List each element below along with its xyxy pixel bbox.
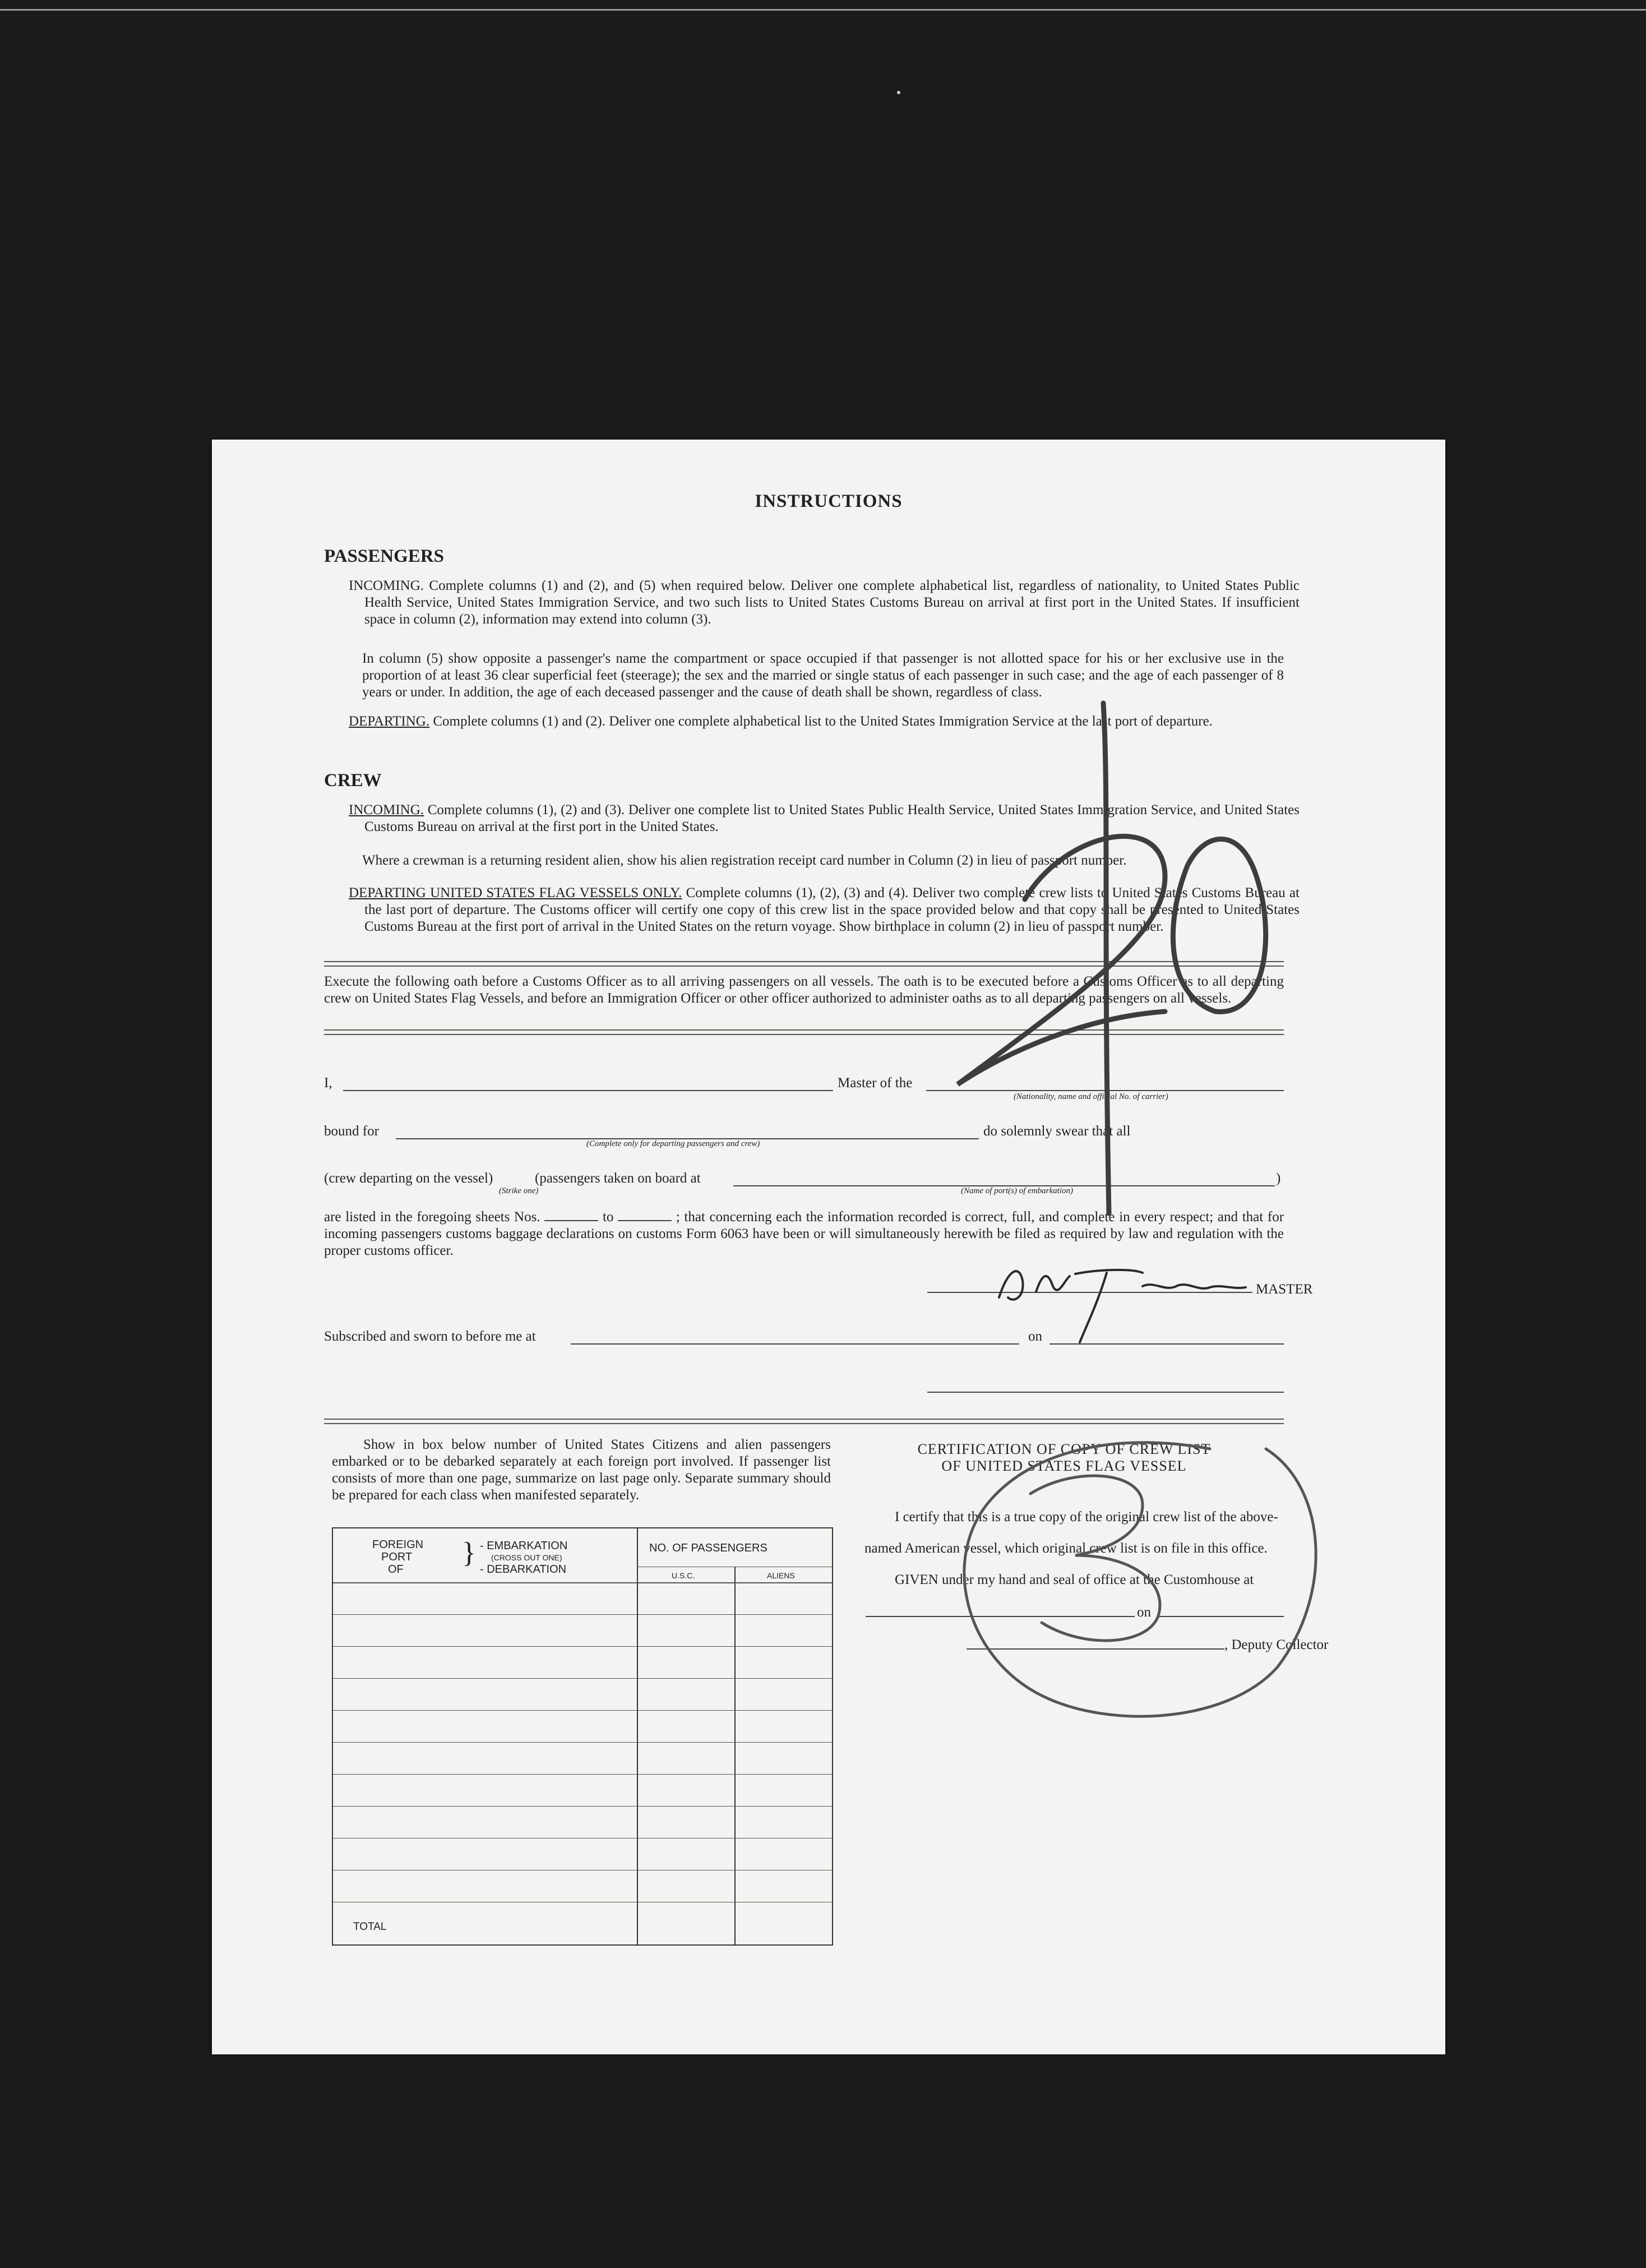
passengers-heading: PASSENGERS (324, 546, 444, 566)
passengers-departing (349, 713, 1300, 730)
strike-caption: (Strike one) (499, 1186, 539, 1195)
passengers-taken-option: (passengers taken on board at (535, 1171, 701, 1186)
summary-text: Show in box below number of United States Citizens and alien passengers embarked or to be debarked separately at each foreign port involved. If passenger list consists of more than one page, summarize on last page only. Separate summary should be prepared for each class when manifested separately. (332, 1437, 831, 1503)
crew-incoming-text: Complete columns (1), (2) and (3). Deliver one complete list to United States Public Health Service, United States Immigration Service, and United States Customs Bureau on arrival at the first port in the United States. (364, 802, 1300, 834)
divider (324, 1029, 1284, 1035)
crew-departing-option: (crew departing on the vessel) (324, 1171, 493, 1186)
sworn-date-field[interactable] (1049, 1343, 1284, 1345)
header-bottom-rule (333, 1582, 832, 1583)
table-row (333, 1678, 832, 1679)
usc-header: U.S.C. (672, 1571, 695, 1580)
column-divider (734, 1567, 736, 1944)
master-label: MASTER (1256, 1282, 1313, 1297)
cert-date-field[interactable] (1158, 1616, 1284, 1617)
crew-departing-lead: DEPARTING UNITED STATES FLAG VESSELS ONLY. (349, 885, 682, 900)
carrier-caption: (Nationality, name and official No. of carrier) (1014, 1092, 1168, 1101)
crew-departing (349, 885, 1300, 935)
table-row (333, 1646, 832, 1647)
scan-top-rule (0, 9, 1646, 11)
divider (324, 1419, 1284, 1424)
crew-incoming (349, 802, 1300, 835)
passengers-departing-lead: DEPARTING. (349, 714, 430, 729)
cross-out-caption: (CROSS OUT ONE) (491, 1553, 562, 1562)
master-name-field[interactable] (343, 1090, 833, 1091)
swear-label: do solemnly swear that all (983, 1124, 1131, 1139)
port-label: PORT (381, 1551, 413, 1563)
table-row (333, 1710, 832, 1711)
certification-heading-2: OF UNITED STATES FLAG VESSEL (941, 1458, 1187, 1474)
listed-suffix: ; that concerning each the information recorded is correct, full, and complete in every respect; and that for incoming passengers customs baggage declarations on customs Form 6063 have been or will simultaneously herewith be filed as required by law and regulation with the proper customs officer. (324, 1209, 1284, 1258)
scan-speck (897, 91, 900, 94)
cert-on-label: on (1137, 1605, 1151, 1620)
oath-listed (324, 1209, 1284, 1259)
table-row (333, 1806, 832, 1807)
passenger-summary-table (332, 1527, 833, 1946)
crew-incoming-lead: INCOMING. (349, 802, 424, 817)
listed-prefix: are listed in the foregoing sheets Nos. (324, 1209, 540, 1225)
sheet-from-field[interactable] (544, 1210, 598, 1221)
customhouse-field[interactable] (866, 1616, 1135, 1617)
divider (324, 961, 1284, 967)
listed-to: to (602, 1209, 614, 1225)
foreign-label: FOREIGN (372, 1539, 424, 1551)
carrier-field[interactable] (926, 1090, 1284, 1091)
subscribed-label: Subscribed and sworn to before me at (324, 1329, 536, 1344)
brace-glyph: } (462, 1537, 476, 1569)
passengers-incoming-lead: INCOMING. (349, 578, 424, 593)
crew-resident: Where a crewman is a returning resident alien, show his alien registration receipt card number in Column (2) in lieu of passport number. (362, 853, 1127, 868)
total-label: TOTAL (353, 1921, 387, 1933)
page-title: INSTRUCTIONS (755, 491, 903, 511)
port-caption: (Name of port(s) of embarkation) (961, 1186, 1073, 1195)
table-row (333, 1774, 832, 1775)
debarkation-option[interactable]: - DEBARKATION (480, 1563, 567, 1576)
certify-line-2: named American vessel, which original crew list is on file in this office. (864, 1541, 1268, 1556)
officer-signature-field[interactable] (927, 1392, 1284, 1393)
crew-heading: CREW (324, 770, 382, 791)
column-divider (637, 1528, 638, 1944)
certification-heading-1: CERTIFICATION OF COPY OF CREW LIST (917, 1441, 1211, 1457)
close-paren: ) (1276, 1171, 1281, 1186)
sheet-to-field[interactable] (618, 1210, 672, 1221)
no-passengers-header: NO. OF PASSENGERS (649, 1542, 767, 1554)
given-line: GIVEN under my hand and seal of office at the Customhouse at (895, 1572, 1254, 1587)
bound-for-label: bound for (324, 1124, 379, 1139)
table-row (333, 1838, 832, 1839)
passengers-incoming-text: Complete columns (1) and (2), and (5) when required below. Deliver one complete alphabetical list, regardless of nationality, to United States Public Health Service, United States Immigration Service, and two such lists to United States Customs Bureau on arrival at first port in the United States. If insufficient space in column (2), information may extend into column (3). (364, 578, 1300, 627)
oath-intro: Execute the following oath before a Customs Officer as to all arriving passengers on all vessels. The oath is to be executed before a Customs Officer as to all departing crew on United States Flag Vessels, and before an Immigration Officer or other officer authorized to administer oaths as to all departing passengers on all vessels. (324, 974, 1284, 1006)
table-row (333, 1614, 832, 1615)
deputy-collector-label: , Deputy Collector (1224, 1637, 1329, 1652)
master-signature-field[interactable] (927, 1292, 1252, 1293)
crew-departing-text: Complete columns (1), (2), (3) and (4). Deliver two complete crew lists to United States Customs Bureau at the last port of departure. The Customs officer will certify one copy of this crew list in the space provided below and that copy shall be presented to United States Customs Bureau at the first port of arrival in the United States on the return voyage. Show birthplace in column (2) in lieu of passport number. (364, 885, 1300, 934)
aliens-header: ALIENS (767, 1571, 795, 1580)
document-page (212, 440, 1445, 2054)
of-label: OF (388, 1563, 404, 1576)
passengers-departing-text: Complete columns (1) and (2). Deliver one complete alphabetical list to the United States Immigration Service at the last port of departure. (433, 714, 1213, 729)
deputy-signature-field[interactable] (967, 1648, 1224, 1650)
passengers-column5: In column (5) show opposite a passenger's name the compartment or space occupied if that passenger is not allotted space for his or her exclusive use in the proportion of at least 36 clear superficial feet (steerage); the sex and the married or single status of each passenger in such case; and the age of each passenger of 8 years or under. In addition, the age of each deceased passenger and the cause of death shall be shown, regardless of class. (362, 651, 1284, 700)
oath-i-label: I, (324, 1075, 332, 1091)
bound-for-caption: (Complete only for departing passengers and crew) (586, 1139, 760, 1148)
embarkation-option[interactable]: - EMBARKATION (480, 1540, 568, 1552)
certify-line-1: I certify that this is a true copy of the original crew list of the above- (895, 1509, 1278, 1525)
master-of-label: Master of the (838, 1075, 913, 1091)
passengers-incoming (349, 578, 1300, 628)
sworn-at-field[interactable] (571, 1343, 1019, 1345)
sworn-on-label: on (1028, 1329, 1042, 1344)
table-row (333, 1742, 832, 1743)
